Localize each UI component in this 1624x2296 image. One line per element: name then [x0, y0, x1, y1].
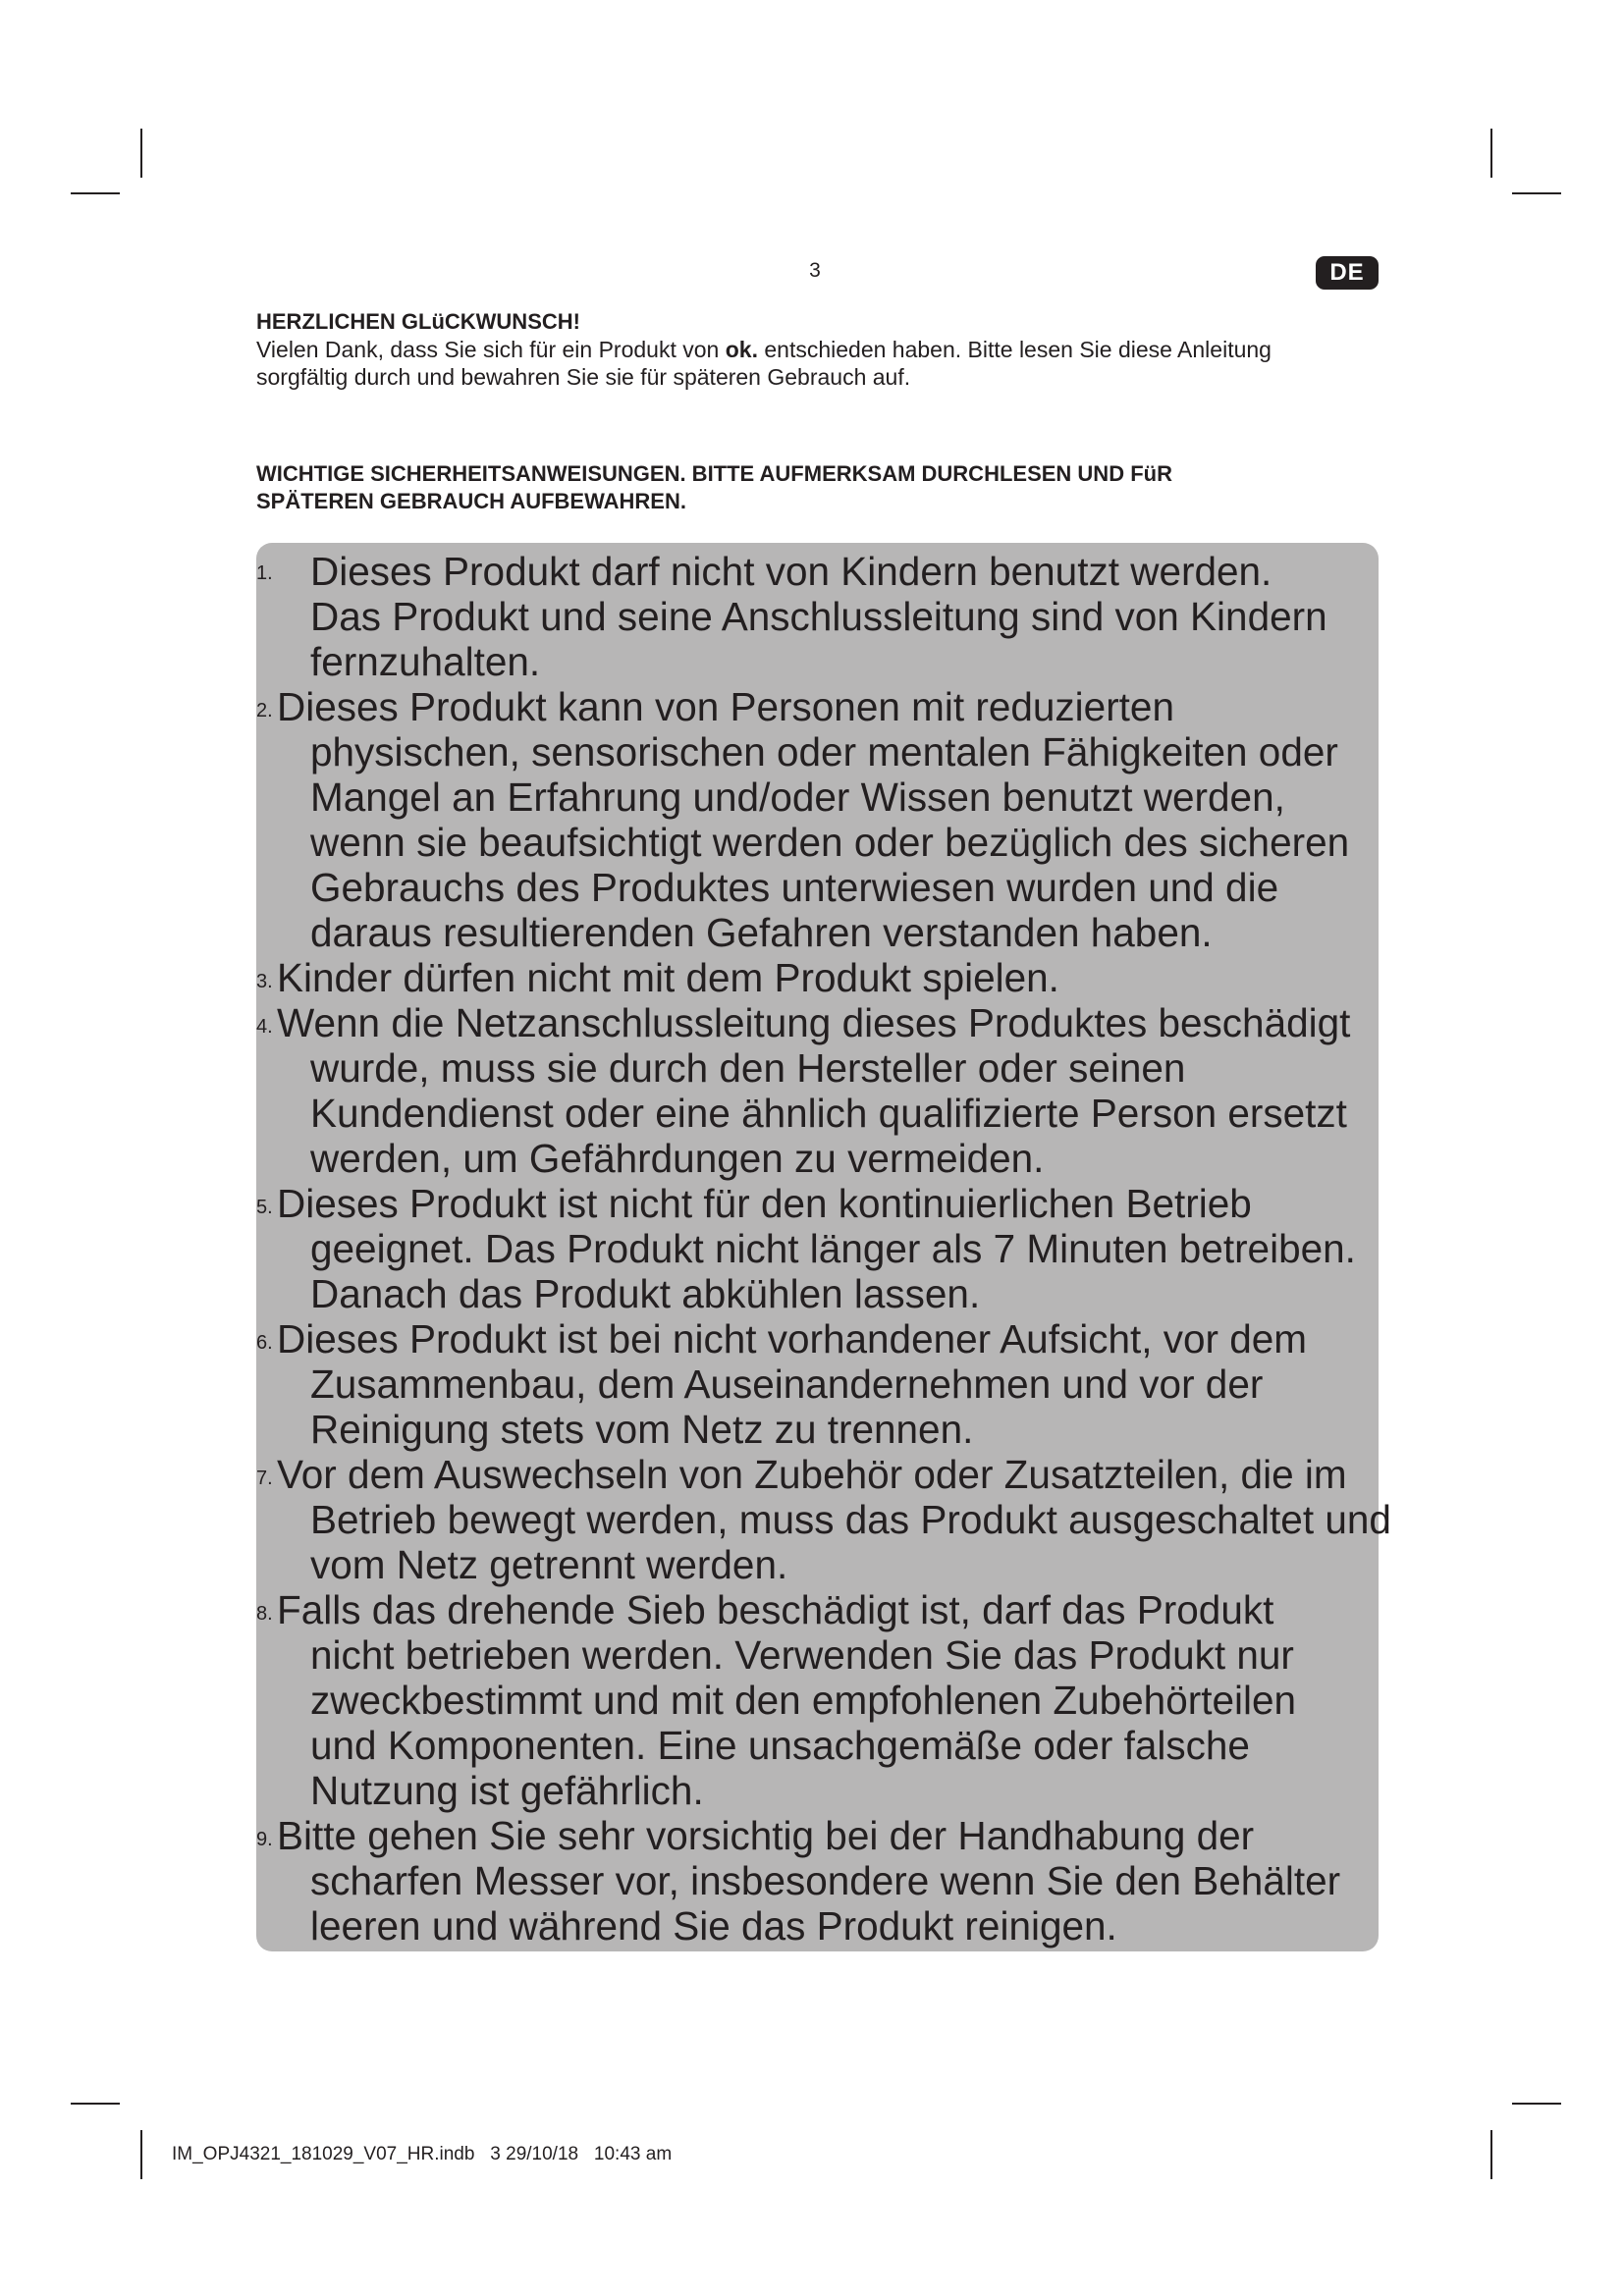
safety-item [256, 1587, 1379, 1813]
safety-item-line: Kinder dürfen nicht mit dem Produkt spielen. [277, 955, 1059, 1000]
safety-item-number: 4. [256, 1016, 273, 1038]
safety-item-line: Gebrauchs des Produktes unterwiesen wurden und die [310, 865, 1279, 910]
safety-item-line: Betrieb bewegt werden, muss das Produkt ausgeschaltet und [310, 1497, 1391, 1542]
crop-mark-top-left-vertical [140, 129, 142, 178]
crop-mark-top-left-horizontal [71, 192, 120, 194]
safety-item-line: Das Produkt und seine Anschlussleitung sind von Kindern [310, 594, 1327, 639]
intro-line-2: sorgfältig durch und bewahren Sie sie für späteren Gebrauch auf. [256, 364, 911, 390]
safety-instructions-box [256, 543, 1391, 1951]
crop-mark-bottom-right-horizontal [1512, 2103, 1561, 2105]
safety-item-line: Dieses Produkt ist nicht für den kontinuierlichen Betrieb [277, 1181, 1252, 1226]
safety-item-line: wurde, muss sie durch den Hersteller oder seinen [310, 1045, 1186, 1091]
safety-item-number: 7. [256, 1468, 273, 1489]
safety-item-number: 3. [256, 971, 273, 992]
safety-item-line: Kundendienst oder eine ähnlich qualifizierte Person ersetzt [310, 1091, 1347, 1136]
safety-item-line: Vor dem Auswechseln von Zubehör oder Zusatzteilen, die im [277, 1452, 1347, 1497]
safety-item-number: 2. [256, 700, 273, 721]
intro-section [256, 308, 1336, 391]
safety-item-line: nicht betrieben werden. Verwenden Sie das Produkt nur [310, 1632, 1294, 1678]
safety-item-number: 5. [256, 1197, 273, 1218]
intro-heading: HERZLICHEN GLüCKWUNSCH! [256, 309, 580, 334]
safety-heading-line-1: WICHTIGE SICHERHEITSANWEISUNGEN. BITTE AUFMERKSAM DURCHLESEN UND FüR [256, 461, 1172, 486]
safety-item-line: Dieses Produkt kann von Personen mit reduzierten [277, 684, 1174, 729]
crop-mark-bottom-left-vertical [140, 2130, 142, 2179]
safety-item-number: 8. [256, 1603, 273, 1625]
language-badge: DE [1316, 256, 1379, 290]
intro-line-1 [256, 336, 1336, 363]
safety-item-line: Danach das Produkt abkühlen lassen. [310, 1271, 981, 1316]
intro-text-before-brand: Vielen Dank, dass Sie sich für ein Produkt von [256, 337, 726, 362]
safety-item-line: geeignet. Das Produkt nicht länger als 7 Minuten betreiben. [310, 1226, 1356, 1271]
safety-item-line: daraus resultierenden Gefahren verstanden haben. [310, 910, 1213, 955]
safety-item-line: fernzuhalten. [310, 639, 541, 684]
safety-item [256, 549, 1379, 684]
safety-item-number: 9. [256, 1829, 273, 1850]
print-slug: IM_OPJ4321_181029_V07_HR.indb 3 29/10/18 10:43 am [172, 2144, 673, 2164]
safety-item [256, 1316, 1379, 1452]
safety-item [256, 684, 1379, 955]
safety-item-line: Bitte gehen Sie sehr vorsichtig bei der Handhabung der [277, 1813, 1255, 1858]
safety-item-line: physischen, sensorischen oder mentalen Fähigkeiten oder [310, 729, 1338, 774]
safety-item-line: zweckbestimmt und mit den empfohlenen Zubehörteilen [310, 1678, 1297, 1723]
safety-item-line: werden, um Gefährdungen zu vermeiden. [310, 1136, 1045, 1181]
safety-item-line: Wenn die Netzanschlussleitung dieses Produktes beschädigt [277, 1000, 1351, 1045]
safety-item [256, 1452, 1391, 1587]
crop-mark-top-right-vertical [1490, 129, 1492, 178]
safety-item-line: und Komponenten. Eine unsachgemäße oder falsche [310, 1723, 1250, 1768]
safety-item-number: 1. [256, 562, 273, 584]
safety-item [256, 1813, 1379, 1949]
page-number: 3 [809, 259, 821, 282]
safety-item-line: Zusammenbau, dem Auseinandernehmen und vor der [310, 1362, 1264, 1407]
safety-item [256, 955, 1379, 1000]
safety-item-line: Dieses Produkt darf nicht von Kindern benutzt werden. [310, 549, 1272, 594]
safety-item-line: scharfen Messer vor, insbesondere wenn Sie den Behälter [310, 1858, 1341, 1903]
safety-heading-line-2: SPÄTEREN GEBRAUCH AUFBEWAHREN. [256, 489, 686, 513]
safety-list [256, 549, 1391, 1949]
safety-item [256, 1000, 1379, 1181]
safety-item-line: wenn sie beaufsichtigt werden oder bezüglich des sicheren [310, 820, 1350, 865]
crop-mark-top-right-horizontal [1512, 192, 1561, 194]
safety-item-number: 6. [256, 1332, 273, 1354]
intro-text-after-brand: entschieden haben. Bitte lesen Sie diese Anleitung [757, 337, 1272, 362]
safety-item-line: leeren und während Sie das Produkt reinigen. [310, 1903, 1117, 1949]
safety-item-line: Falls das drehende Sieb beschädigt ist, darf das Produkt [277, 1587, 1274, 1632]
safety-item-line: vom Netz getrennt werden. [310, 1542, 788, 1587]
safety-item-line: Nutzung ist gefährlich. [310, 1768, 704, 1813]
brand-name: ok. [725, 337, 758, 362]
safety-heading [256, 460, 1336, 515]
safety-item-line: Mangel an Erfahrung und/oder Wissen benutzt werden, [310, 774, 1285, 820]
safety-item-line: Dieses Produkt ist bei nicht vorhandener Aufsicht, vor dem [277, 1316, 1308, 1362]
crop-mark-bottom-right-vertical [1490, 2130, 1492, 2179]
safety-item-line: Reinigung stets vom Netz zu trennen. [310, 1407, 974, 1452]
crop-mark-bottom-left-horizontal [71, 2103, 120, 2105]
safety-item [256, 1181, 1379, 1316]
